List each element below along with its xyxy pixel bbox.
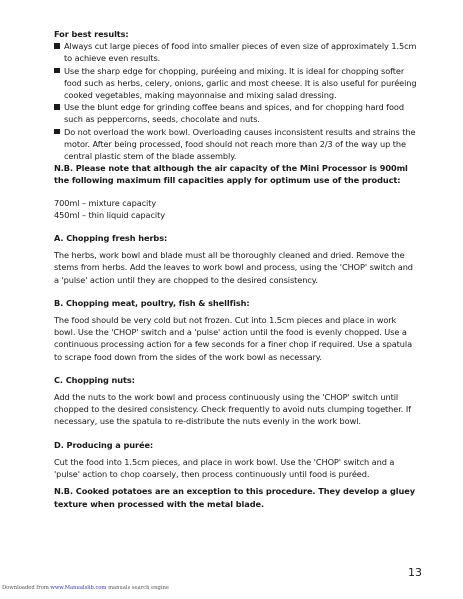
bullet-text: Do not overload the work bowl. Overloading causes inconsistent results and strains the motor. After being processed, food should not reach more than 2/3 of the way up the central plastic stem of the blade assembly.: [64, 126, 416, 162]
section-body-puree: Cut the food into 1.5cm pieces, and place in work bowl. Use the 'CHOP' switch and a 'pulse' action to chop coarsely, then process continuously until food is puréed.: [54, 456, 395, 480]
bullet-text: Always cut large pieces of food into smaller pieces of even size of approximately 1.5cm to achieve even results.: [64, 41, 417, 64]
bullet-text: Use the sharp edge for chopping, puréeing and mixing. It is ideal for chopping softer food such as herbs, celery, onions, garlic and most cheese. It is also useful for puréeing cooked vegetables, making mayonnaise and mixing salad dressing.: [64, 65, 417, 101]
capacity-note: N.B. Please note that although the air capacity of the Mini Processor is 900ml the following maximum fill capacities apply for optimum use of the product:: [54, 163, 408, 186]
capacity-mixture: 700ml – mixture capacity: [54, 197, 157, 208]
capacity-liquid: 450ml – thin liquid capacity: [54, 209, 165, 220]
section-body-meat: The food should be very cold but not frozen. Cut into 1.5cm pieces and place in work bowl. Use the 'CHOP' switch and a 'pulse' action until the food is evenly chopped. Use a continuous processing action for a few seconds for a finer chop if required. Use a spatula to scrape food down from the sides of the work bowl as necessary.: [54, 315, 413, 362]
footer-suffix: manuals search engine: [106, 585, 169, 591]
download-footer: [2, 585, 169, 591]
final-note: N.B. Cooked potatoes are an exception to this procedure. They develop a gluey texture when processed with the metal blade.: [54, 486, 415, 509]
square-bullet-icon: [54, 68, 60, 74]
section-heading-puree: D. Producing a purée:: [54, 439, 154, 450]
section-heading-herbs: A. Chopping fresh herbs:: [54, 233, 168, 244]
square-bullet-icon: [54, 129, 60, 135]
manual-page-content: [54, 28, 418, 510]
bullet-item: [54, 101, 418, 125]
square-bullet-icon: [54, 43, 60, 49]
page-number: 13: [408, 566, 422, 579]
footer-link[interactable]: www.Manualslib.com: [50, 585, 107, 591]
section-body-herbs: The herbs, work bowl and blade must all be thoroughly cleaned and dried. Remove the stems from herbs. Add the leaves to work bowl and process, using the 'CHOP' switch and a 'pulse' action until they are chopped to the desired consistency.: [54, 250, 413, 285]
section-heading-meat: B. Chopping meat, poultry, fish & shellfish:: [54, 297, 250, 308]
section-body-nuts: Add the nuts to the work bowl and process continuously using the 'CHOP' switch until chopped to the desired consistency. Check frequently to avoid nuts clumping together. If necessary, use the spatula to re-distribute the nuts evenly in the work bowl.: [54, 392, 411, 427]
bullet-text: Use the blunt edge for grinding coffee beans and spices, and for chopping hard food such as peppercorns, seeds, chocolate and nuts.: [64, 102, 404, 125]
section-heading-nuts: C. Chopping nuts:: [54, 374, 135, 385]
best-results-heading: For best results:: [54, 29, 129, 39]
footer-prefix: Downloaded from: [2, 585, 51, 591]
best-results-list: [54, 40, 418, 162]
bullet-item: [54, 40, 418, 64]
bullet-item: [54, 126, 418, 163]
bullet-item: [54, 65, 418, 102]
square-bullet-icon: [54, 104, 60, 110]
